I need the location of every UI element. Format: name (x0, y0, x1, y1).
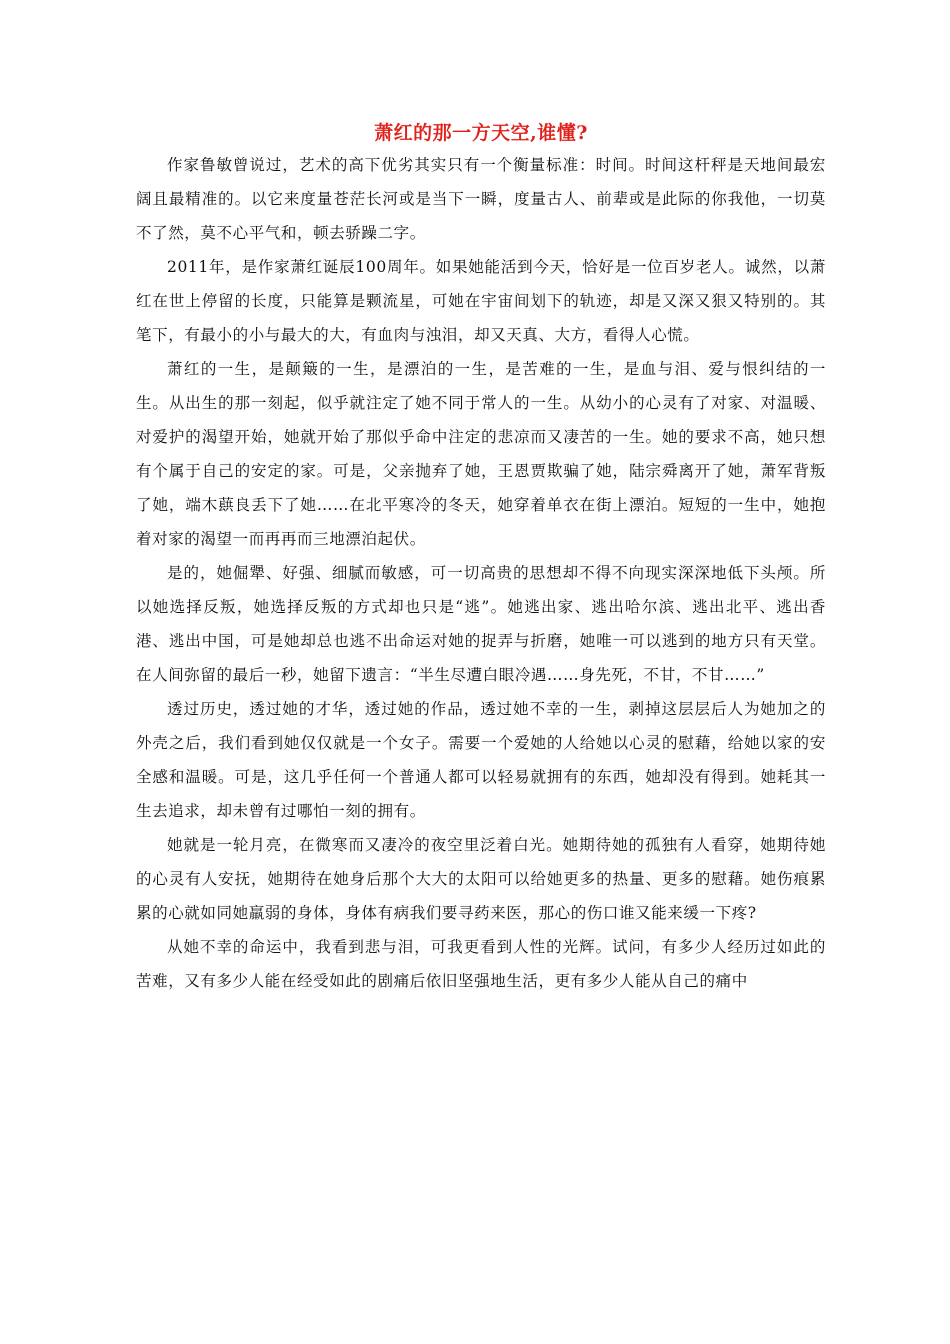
paragraph-5: 透过历史，透过她的才华，透过她的作品，透过她不幸的一生，剥掉这层层后人为她加之的外壳之后，我们看到她仅仅就是一个女子。需要一个爱她的人给她以心灵的慰藉，给她以家的安全感和温暖。可是，这几乎任何一个普通人都可以轻易就拥有的东西，她却没有得到。她耗其一生去追求，却未曾有过哪怕一刻的拥有。 (136, 700, 826, 820)
paragraph-6: 她就是一轮月亮，在微寒而又凄冷的夜空里泛着白光。她期待她的孤独有人看穿，她期待她的心灵有人安抚，她期待在她身后那个大大的太阳可以给她更多的热量、更多的慰藉。她伤痕累累的心就如同她羸弱的身体，身体有病我们要寻药来医，那心的伤口谁又能来缓一下疼? (136, 836, 826, 922)
paragraph-3: 萧红的一生，是颠簸的一生，是漂泊的一生，是苦难的一生，是血与泪、爱与恨纠结的一生。从出生的那一刻起，似乎就注定了她不同于常人的一生。从幼小的心灵有了对家、对温暖、对爱护的渴望开始，她就开始了那似乎命中注定的悲凉而又凄苦的一生。她的要求不高，她只想有个属于自己的安定的家。可是，父亲抛弃了她，王恩贾欺骗了她，陆宗舜离开了她，萧军背叛了她，端木蕻良丢下了她……在北平寒冷的冬天，她穿着单衣在街上漂泊。短短的一生中，她抱着对家的渴望一而再再而三地漂泊起伏。 (136, 360, 826, 548)
paragraph-1: 作家鲁敏曾说过，艺术的高下优劣其实只有一个衡量标准：时间。时间这杆秤是天地间最宏阔且最精准的。以它来度量苍茫长河或是当下一瞬，度量古人、前辈或是此际的你我他，一切莫不了然，莫不心平气和，顿去骄躁二字。 (136, 156, 826, 242)
document-page (136, 120, 826, 998)
paragraph-4: 是的，她倔犟、好强、细腻而敏感，可一切高贵的思想却不得不向现实深深地低下头颅。所以她选择反叛，她选择反叛的方式却也只是“逃”。她逃出家、逃出哈尔滨、逃出北平、逃出香港、逃出中国，可是她却总也逃不出命运对她的捉弄与折磨，她唯一可以逃到的地方只有天堂。在人间弥留的最后一秒，她留下遗言：“半生尽遭白眼冷遇……身先死，不甘，不甘……” (136, 564, 826, 684)
article-title: 萧红的那一方天空,谁懂? (374, 122, 588, 144)
paragraph-7: 从她不幸的命运中，我看到悲与泪，可我更看到人性的光辉。试问，有多少人经历过如此的苦难，又有多少人能在经受如此的剧痛后依旧坚强地生活，更有多少人能从自己的痛中 (136, 938, 826, 990)
paragraph-2: 2011年，是作家萧红诞辰100周年。如果她能活到今天，恰好是一位百岁老人。诚然，以萧红在世上停留的长度，只能算是颗流星，可她在宇宙间划下的轨迹，却是又深又狠又特别的。其笔下，有最小的小与最大的大，有血肉与浊泪，却又天真、大方，看得人心慌。 (136, 258, 826, 344)
